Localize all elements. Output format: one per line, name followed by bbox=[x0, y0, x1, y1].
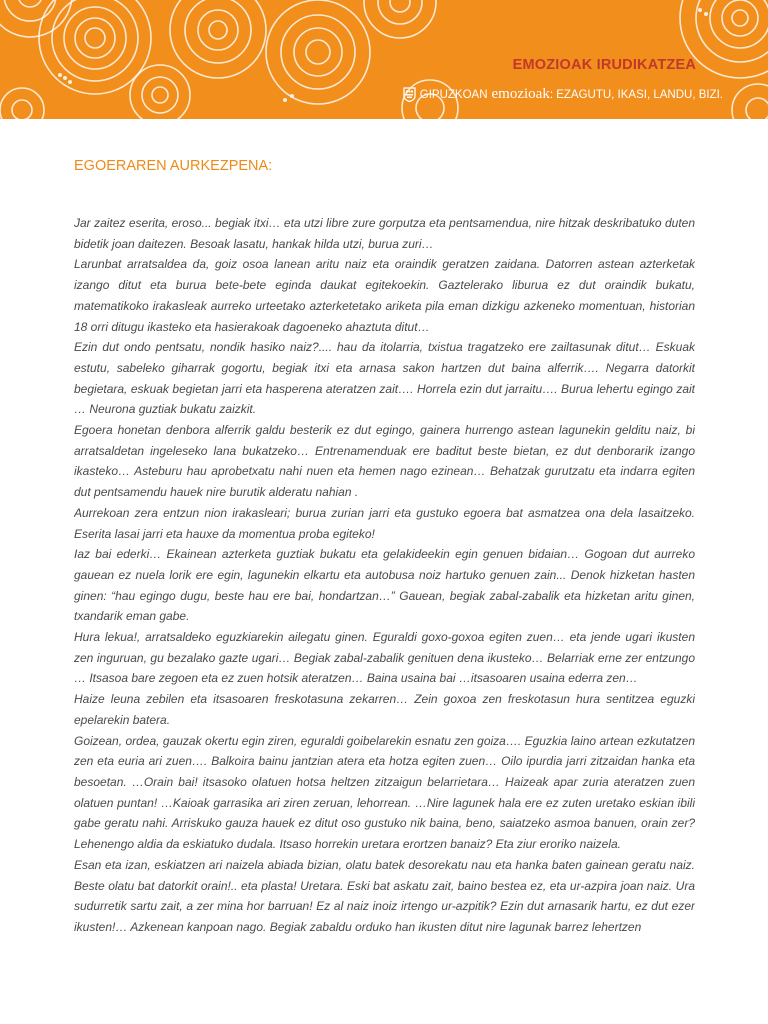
subtitle-suffix: : EZAGUTU, IKASI, LANDU, BIZI. bbox=[549, 88, 723, 101]
paragraph: Egoera honetan denbora alferrik galdu besterik ez dut egingo, gainera hurrengo astean lagunekin gelditu naiz, bi arratsaldetan ingeleseko lana bukatzeko… Entrenamenduak ere baditut beste bietan, ez dut denborarik izango ikasteko… Asteburu hau aprobetxatu nahi nuen eta hemen nago ezinean… Behatzak gurutzatu eta indarra egiten dut pentsamendu hauek nire burutik alderatu nahian . bbox=[74, 423, 695, 500]
paragraph: Goizean, ordea, gauzak okertu egin ziren, eguraldi goibelarekin esnatu zen goiza…. Eguzkia laino artean ezkutatzen zen eta euria ari zuen…. Balkoira bainu jantzian atera eta hotza egiten zuen… Oilo ipurdia jarri zitzaidan hanka eta besoetan. …Orain bai! itsasoko olatuen hotsa heltzen zitzaigun belarrietara… Haizeak apar zuria ateratzen zuen olatuen puntan! …Kaioak garrasika ari ziren zeruan, lehorrean. …Nire lagunek hala ere ez zuten uretako eskian ibili gabe geratu nahi. Arriskuko gauza hauek ez ditut oso gustuko nik baina, beno, saiatzeko asmoa banuen, orain zer? Lehenengo aldia da eskiatuko dudala. Itsaso horrekin uretara erortzen banaiz? Eta ziur eroriko naizela. bbox=[74, 733, 695, 852]
subtitle-prefix: GIPUZKOAN bbox=[419, 88, 488, 101]
paragraph: Hura lekua!, arratsaldeko eguzkiarekin ailegatu ginen. Eguraldi goxo-goxoa egiten zuen… eta jende ugari ikusten zen inguruan, gu bezalako gazte ugari… Begiak zabal-zabalik genituen dena ikusteko… Belarriak erne zer entzungo … Itsasoa bare zegoen eta ez zuen hotsik ateratzen… Baina usaina bai …itsasoaren usaina ederra zen… bbox=[74, 630, 695, 686]
paragraph: Iaz bai ederki… Ekainean azterketa guztiak bukatu eta gelakideekin egin genuen bidaian… Gogoan dut aurreko gauean ez nuela lorik ere egin, lagunekin elkartu eta autobusa noiz hartuko genuen zain... Denok hizketan hasten ginen: “hau egingo dugu, beste hau ere bai, hondartzan…” Gauean, begiak zabal-zabalik eta hizketan aritu ginen, txandarik eman gabe. bbox=[74, 547, 695, 624]
paragraph: Haize leuna zebilen eta itsasoaren freskotasuna zekarren… Zein goxoa zen freskotasun hura sentitzea eguzki epelarekin batera. bbox=[74, 692, 695, 727]
subtitle-brand: emozioak bbox=[491, 86, 550, 102]
body-text bbox=[74, 213, 695, 963]
header-banner bbox=[0, 0, 768, 119]
header-subtitle bbox=[403, 86, 723, 103]
paragraph: Larunbat arratsaldea da, goiz osoa lanean aritu naiz eta oraindik geratzen zaidana. Datorren astean azterketak izango ditut eta burua bete-bete eginda daukat egitekoekin. Gaztelerako liburua ez dut oraindik bukatu, matematikoko irakasleak aurreko urteetako azterketetako ariketa pila eman dizkigu azkeneko momentuan, historian 18 orri ditugu ikasteko eta hasierakoak dagoeneko ahaztuta ditut… bbox=[74, 257, 695, 334]
paragraph: Aurrekoan zera entzun nion irakasleari; burua zurian jarri eta gustuko egoera bat asmatzea ona dela lasaitzeko. Eserita lasai jarri eta hauxe da momentua proba egiteko! bbox=[74, 505, 695, 541]
paragraph: Esan eta izan, eskiatzen ari naizela abiada bizian, olatu batek desorekatu nau eta hanka baten gainean geratu naiz. Beste olatu bat datorkit orain!.. eta plasta! Uretara. Eski bat askatu zait, baino bestea ez, eta ur-azpira joan naiz. Ura sudurretik sartu zait, a zer mina hor barruan! Ez al naiz inoiz irtengo ur-azpitik? Ezin dut arnasarik hartu, ez dut ezer ikusten!… Azkenean kanpoan nago. Begiak zabaldu orduko han ikusten ditut nire lagunak barrez lehertzen bbox=[74, 857, 695, 934]
section-heading: EGOERAREN AURKEZPENA: bbox=[74, 158, 273, 174]
paragraph: Jar zaitez eserita, eroso... begiak itxi… eta utzi libre zure gorputza eta pentsamendua, nire hitzak deskribatuko duten bidetik joan daitezen. Besoak lasatu, hankak hilda utzi, burua zuri… bbox=[74, 216, 695, 251]
gipuzkoa-shield-icon bbox=[403, 87, 416, 102]
paragraph: Ezin dut ondo pentsatu, nondik hasiko naiz?.... hau da itolarria, txistua tragatzeko ere zailtasunak ditut… Eskuak estutu, sabeleko giharrak gogortu, begiak itxi eta arnasa sakon hartzen dut baina alferrik…. Negarra datorkit begietara, eskuak begietan jarri eta hasperena ateratzen zait…. Horrela ezin dut jarraitu…. Burua lehertu egingo zait … Neurona guztiak bukatu zaizkit. bbox=[74, 340, 695, 417]
document-title: EMOZIOAK IRUDIKATZEA bbox=[512, 57, 696, 73]
